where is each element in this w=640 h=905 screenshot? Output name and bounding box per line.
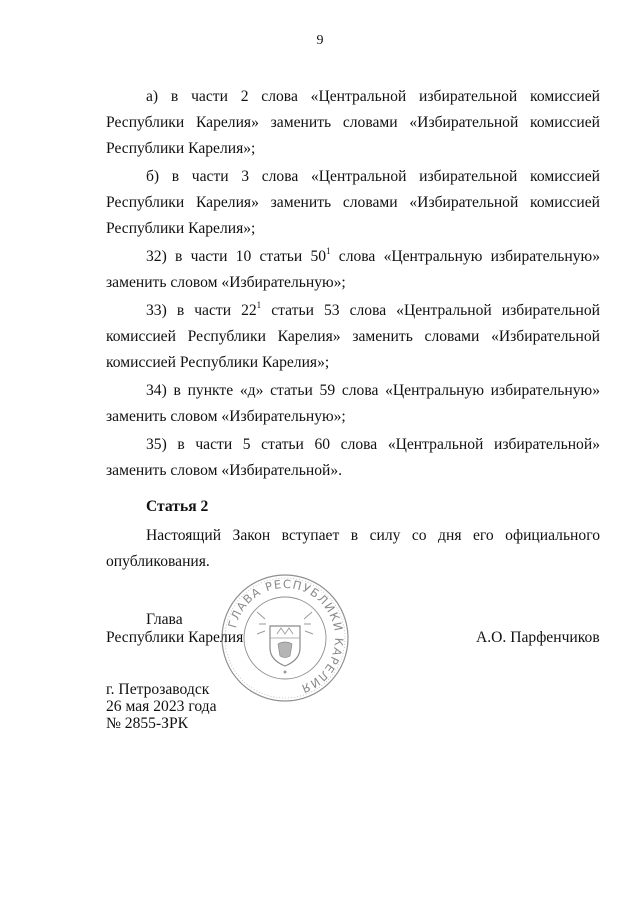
svg-text:ГЛАВА РЕСПУБЛИКИ КАРЕЛИЯ: ГЛАВА РЕСПУБЛИКИ КАРЕЛИЯ — [225, 576, 347, 697]
amendments-list — [106, 84, 600, 484]
amendment-35: 35) в части 5 статьи 60 слова «Центральной избирательной» заменить словом «Избирательной». — [106, 436, 600, 479]
amendment-32: 32) в части 10 статьи $50^1$ слова «Центральную избирательную» заменить словом «Избирательную»; — [106, 245, 600, 291]
superscript: 1 — [326, 245, 331, 256]
signatory-name: А.О. Парфенчиков — [476, 629, 600, 646]
article-text: Настоящий Закон вступает в силу со дня его официального опубликования. — [106, 527, 600, 570]
law-date: 26 мая 2023 года — [106, 698, 217, 715]
signatory-organization: Республики Карелия — [106, 629, 244, 646]
amendment-33: 33) в части $22^1$ статьи 53 слова «Центральной избирательной комиссией Республики Карелия» заменить словами «Избирательной комиссией Республики Карелия»; — [106, 299, 600, 371]
amendment-34: 34) в пункте «д» статьи 59 слова «Центральную избирательную» заменить словом «Избирательную»; — [106, 382, 600, 425]
page-number: 9 — [316, 33, 324, 48]
city: г. Петрозаводск — [106, 681, 210, 698]
amendment-b: б) в части 3 слова «Центральной избирательной комиссией Республики Карелия» заменить словами «Избирательной комиссией Республики Карелия»; — [106, 168, 600, 237]
law-number: № 2855-ЗРК — [106, 715, 189, 732]
signatory-title: Глава — [146, 611, 183, 628]
amendment-a: а) в части 2 слова «Центральной избирательной комиссией Республики Карелия» заменить словами «Избирательной комиссией Республики Карелия»; — [106, 88, 600, 157]
document-footer — [106, 681, 217, 732]
article-heading: Статья 2 — [146, 498, 209, 515]
superscript: 1 — [256, 299, 262, 310]
